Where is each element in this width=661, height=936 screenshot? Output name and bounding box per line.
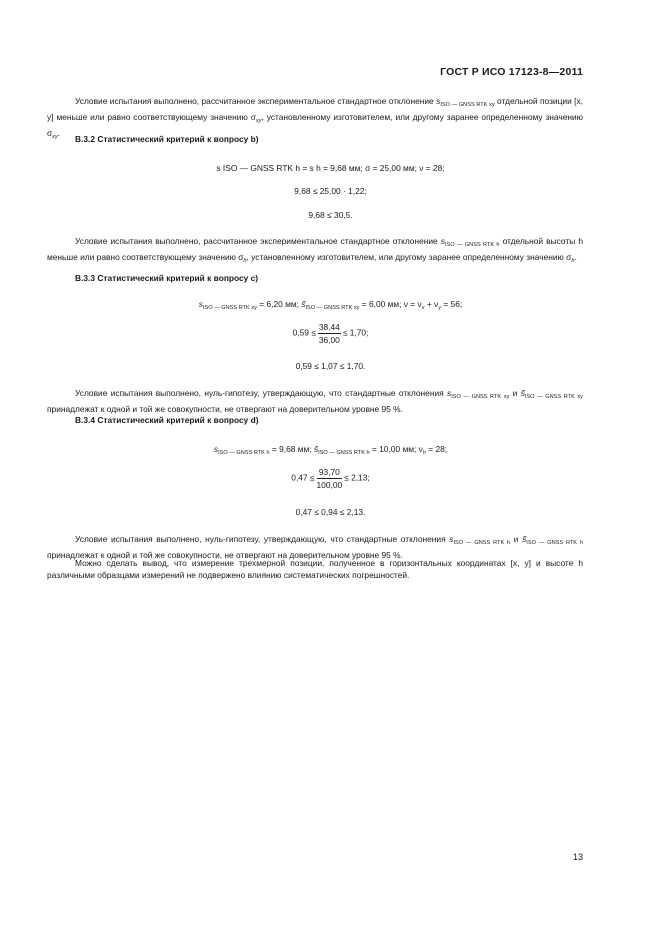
equation-d-2: [0, 467, 661, 490]
symbol-s: s: [447, 388, 452, 398]
fraction-numerator: 38,44: [318, 322, 340, 332]
equation-text: 0,59 ≤: [292, 327, 316, 338]
equation-text: = 28;: [425, 444, 448, 454]
equation-text: = 10,00 мм; ν: [369, 444, 423, 454]
subscript: xy: [255, 117, 262, 124]
equation-text: 0,47 ≤: [291, 472, 315, 483]
fraction: [317, 467, 343, 490]
subscript: h: [422, 450, 426, 456]
paragraph-text: , установленному изготовителем, или другому заранее определенному значению σ: [47, 111, 583, 138]
symbol-s: s: [436, 96, 441, 106]
subscript: xy: [52, 133, 58, 140]
paragraph-text: Условие испытания выполнено, нуль-гипотезу, утверждающую, что стандартные отклонения: [75, 534, 450, 544]
paragraph-text: , установленному изготовителем, или другому заранее определенному значению σ: [246, 251, 572, 262]
paragraph-text: Условие испытания выполнено, рассчитанное экспериментальное стандартное отклонение: [75, 236, 441, 246]
subscript: ISO — GNSS RTK h: [444, 242, 500, 248]
paragraph-text: принадлежат к одной и той же совокупности, не отвергают на доверительном уровне 95 %.: [47, 403, 403, 414]
fraction: [318, 322, 341, 345]
subscript: ISO — GNSS RTK h: [526, 540, 584, 546]
paragraph-text: отдельной позиции [x, y] меньше или равно соответствующему значению σ: [47, 96, 583, 122]
subscript: ISO — GNSS RTK xy: [451, 394, 510, 400]
symbol-s: s: [449, 534, 454, 544]
fraction-denominator: 100,00: [316, 480, 343, 490]
equation-c-1: [0, 299, 661, 311]
fraction-denominator: 36,00: [318, 335, 340, 345]
section-heading-c: B.3.3 Статистический критерий к вопросу c): [75, 273, 259, 283]
symbol-s: s: [198, 299, 203, 309]
paragraph-condition-h: [47, 236, 583, 268]
paragraph-text: Условие испытания выполнено, нуль-гипотезу, утверждающую, что стандартные отклонения: [75, 388, 448, 398]
paragraph-text: .: [574, 251, 577, 262]
subscript: ISO — GNSS RTK h: [318, 450, 370, 456]
document-header: ГОСТ Р ИСО 17123-8—2011: [440, 66, 583, 78]
equation-d-1: [0, 444, 661, 456]
symbol-s: s: [440, 236, 445, 246]
page-number: 13: [572, 852, 583, 862]
subscript: ISO — GNSS RTK h: [453, 540, 511, 546]
subscript: ISO — GNSS RTK xy: [440, 102, 495, 108]
paragraph-text: .: [57, 127, 61, 138]
paragraph-text: отдельной высоты h меньше или равно соответствующему значению σ: [47, 236, 583, 262]
equation-b-1: s ISO — GNSS RTK h = s h = 9,68 мм; σ = 25,00 мм; ν = 28;: [216, 163, 445, 173]
equation-text: ≤ 1,70;: [342, 327, 369, 338]
subscript: ISO — GNSS RTK xy: [524, 394, 583, 400]
subscript: ISO — GNSS RTK h: [218, 450, 270, 456]
equation-c-3: 0,59 ≤ 1,07 ≤ 1,70.: [295, 361, 366, 371]
symbol-s-tilde: s̃: [313, 444, 319, 454]
symbol-s: s: [213, 444, 219, 454]
equation-b-2: 9,68 ≤ 25,00 · 1,22;: [294, 186, 367, 196]
subscript: h: [243, 257, 247, 264]
equation-d-3: 0,47 ≤ 0,94 ≤ 2,13.: [295, 507, 366, 517]
paragraph-text: и: [510, 534, 523, 544]
equation-text: + ν: [424, 299, 439, 309]
subscript: x: [421, 305, 425, 311]
paragraph-conclusion: Можно сделать вывод, что измерение трехмерной позиции, полученное в горизонтальных координатах [x, y] и высоте h различными образцами измерений не подвержено влиянию систематических погрешностей.: [47, 558, 583, 580]
equation-text: = 56;: [441, 299, 463, 309]
subscript: y: [438, 305, 442, 311]
section-heading-b: B.3.2 Статистический критерий к вопросу b): [75, 134, 259, 144]
paragraph-hypothesis-xy: [47, 388, 583, 416]
section-heading-d: B.3.4 Статистический критерий к вопросу d): [75, 415, 259, 425]
subscript: ISO — GNSS RTK xy: [202, 305, 257, 311]
fraction-numerator: 93,70: [317, 467, 343, 479]
equation-text: = 6,20 мм;: [256, 299, 302, 309]
equation-b-3: 9,68 ≤ 30,5.: [308, 210, 353, 220]
equation-text: = 9,68 мм;: [269, 444, 314, 454]
symbol-s-tilde: s̃: [522, 534, 527, 544]
equation-text: ≤ 2,13;: [344, 472, 370, 483]
equation-text: = 6,00 мм; ν = ν: [359, 299, 422, 309]
equation-c-2: [0, 322, 661, 345]
subscript: h: [571, 257, 575, 264]
subscript: ISO — GNSS RTK xy: [305, 305, 360, 311]
paragraph-text: Условие испытания выполнено, рассчитанное экспериментальное стандартное отклонение: [75, 96, 437, 106]
symbol-s-tilde: s̃: [301, 299, 306, 309]
symbol-s-tilde: s̃: [520, 388, 525, 398]
paragraph-text: и: [509, 388, 521, 398]
paragraph-text: принадлежат к одной и той же совокупности, не отвергают на доверительном уровне 95 %.: [47, 549, 403, 560]
